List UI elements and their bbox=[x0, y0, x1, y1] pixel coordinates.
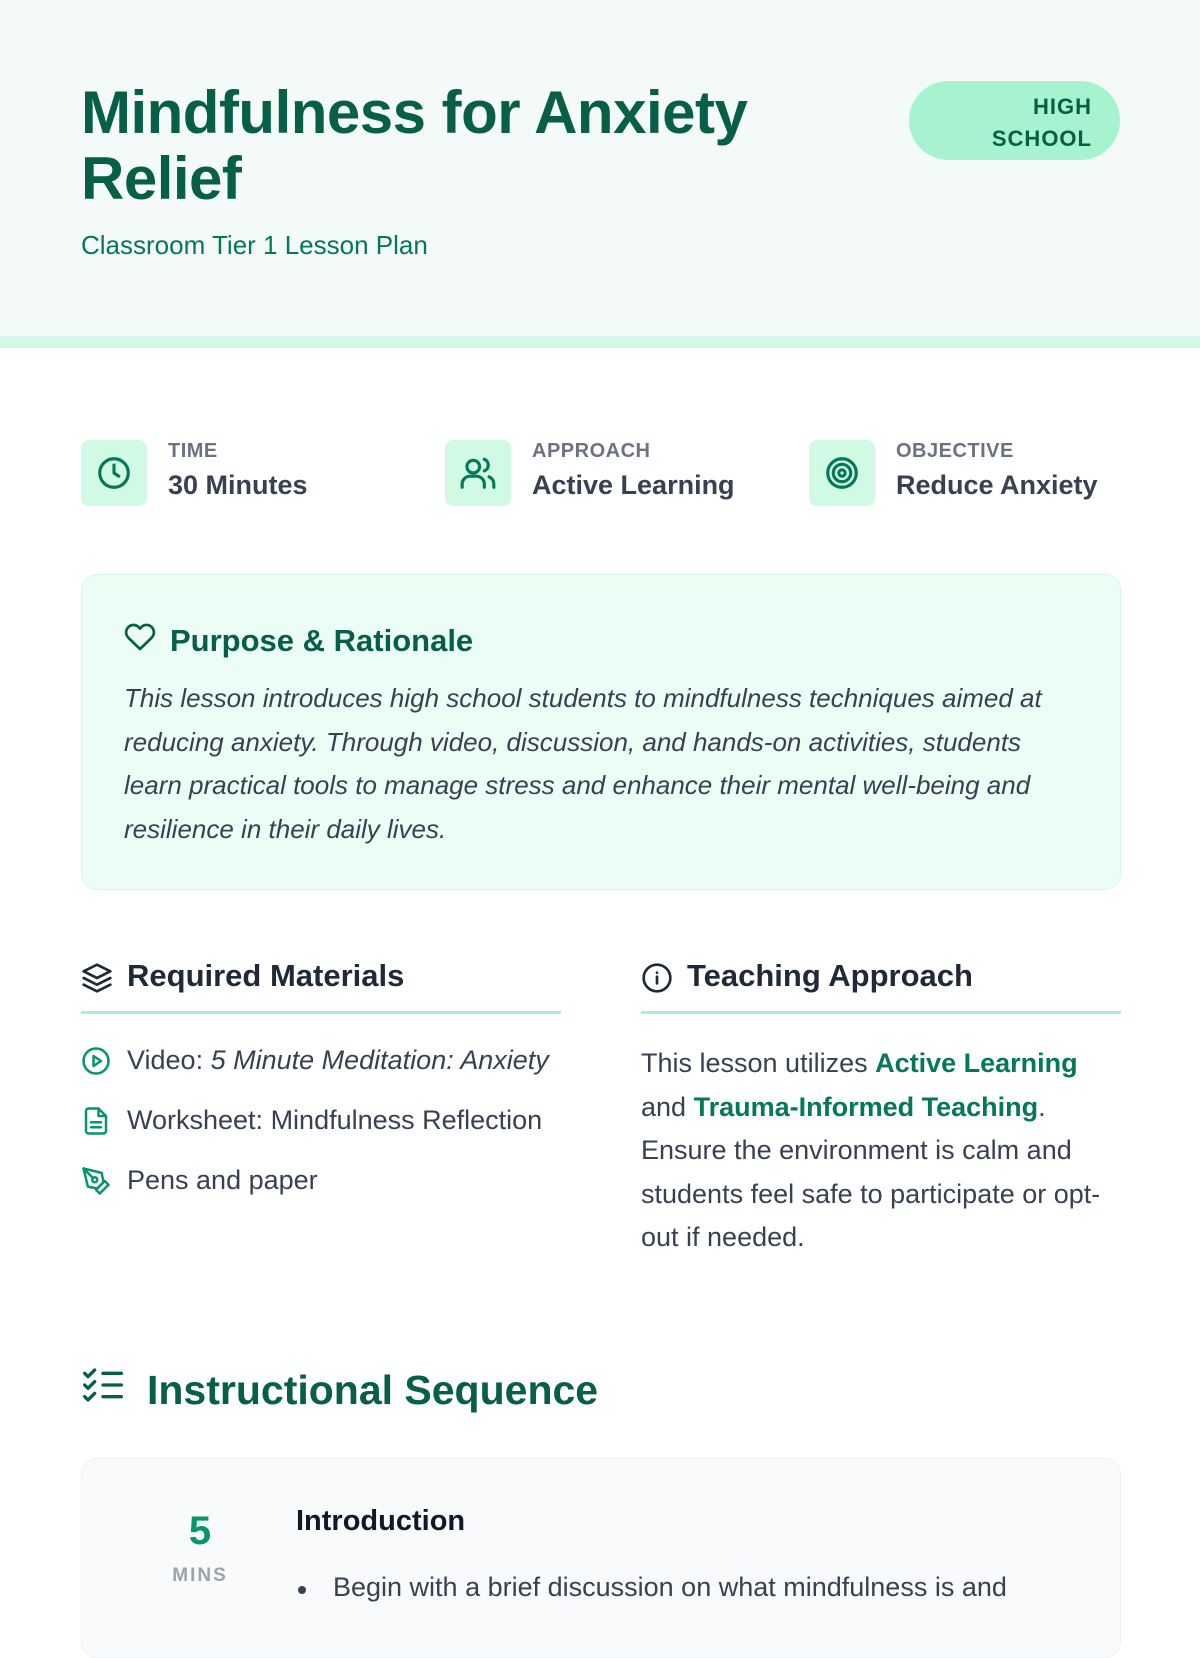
purpose-panel bbox=[81, 574, 1121, 890]
material-value: Mindfulness Reflection bbox=[270, 1105, 543, 1135]
meta-approach bbox=[445, 440, 765, 506]
material-prefix: Video: bbox=[127, 1045, 211, 1075]
meta-value: Active Learning bbox=[532, 470, 735, 500]
approach-heading bbox=[641, 958, 1121, 1014]
meta-value: Reduce Anxiety bbox=[896, 470, 1098, 500]
layers-icon bbox=[81, 962, 113, 1002]
approach-text: This lesson utilizes Active Learning and Trauma-Informed Teaching. Ensure the environment is calm and students feel safe to participate or opt-out if needed. bbox=[641, 1048, 1101, 1252]
sequence-step-card bbox=[81, 1458, 1121, 1658]
material-value: 5 Minute Meditation: Anxiety bbox=[210, 1045, 549, 1075]
purpose-heading bbox=[124, 621, 473, 661]
sequence-heading-text: Instructional Sequence bbox=[147, 1366, 599, 1413]
meta-label: APPROACH bbox=[532, 440, 651, 462]
list-item bbox=[81, 1040, 561, 1080]
material-text: Pens and paper bbox=[127, 1165, 318, 1195]
info-icon bbox=[641, 962, 673, 1002]
meta-label: TIME bbox=[168, 440, 218, 462]
meta-objective bbox=[809, 440, 1129, 506]
material-prefix: Worksheet: bbox=[127, 1105, 271, 1135]
heart-icon bbox=[124, 621, 156, 661]
meta-label: OBJECTIVE bbox=[896, 440, 1014, 462]
materials-list bbox=[81, 1040, 561, 1220]
step-bullets bbox=[296, 1567, 1096, 1607]
document-icon bbox=[81, 1106, 111, 1147]
lesson-header bbox=[0, 0, 1200, 348]
purpose-heading-text: Purpose & Rationale bbox=[170, 623, 474, 658]
clock-icon bbox=[81, 440, 147, 506]
sequence-heading bbox=[81, 1365, 598, 1415]
list-item bbox=[81, 1100, 561, 1140]
approach-heading-text: Teaching Approach bbox=[687, 958, 973, 993]
page-subtitle: Classroom Tier 1 Lesson Plan bbox=[81, 230, 428, 260]
pen-icon bbox=[81, 1166, 111, 1207]
meta-value: 30 Minutes bbox=[168, 470, 308, 500]
play-circle-icon bbox=[81, 1046, 111, 1087]
target-icon bbox=[809, 440, 875, 506]
step-title: Introduction bbox=[296, 1505, 466, 1537]
grade-level-badge: HIGH SCHOOL bbox=[909, 81, 1120, 160]
users-icon bbox=[445, 440, 511, 506]
meta-time bbox=[81, 440, 381, 506]
approach-highlight: Trauma-Informed Teaching bbox=[693, 1091, 1039, 1122]
list-item bbox=[81, 1160, 561, 1200]
materials-heading bbox=[81, 958, 561, 1014]
list-item: Begin with a brief discussion on what mindfulness is and bbox=[296, 1567, 1096, 1607]
purpose-text: This lesson introduces high school students to mindfulness techniques aimed at reducing anxiety. Through video, discussion, and hands-on activities, students learn practical tools to manage stress and enhance their mental well-being and resilience in their daily lives. bbox=[124, 683, 1042, 844]
checklist-icon bbox=[81, 1365, 125, 1415]
step-duration: 5 bbox=[188, 1509, 212, 1553]
step-duration-unit: MINS bbox=[172, 1565, 228, 1586]
approach-highlight: Active Learning bbox=[875, 1048, 1078, 1078]
page-title: Mindfulness for Anxiety Relief bbox=[81, 79, 748, 212]
materials-heading-text: Required Materials bbox=[127, 958, 405, 993]
